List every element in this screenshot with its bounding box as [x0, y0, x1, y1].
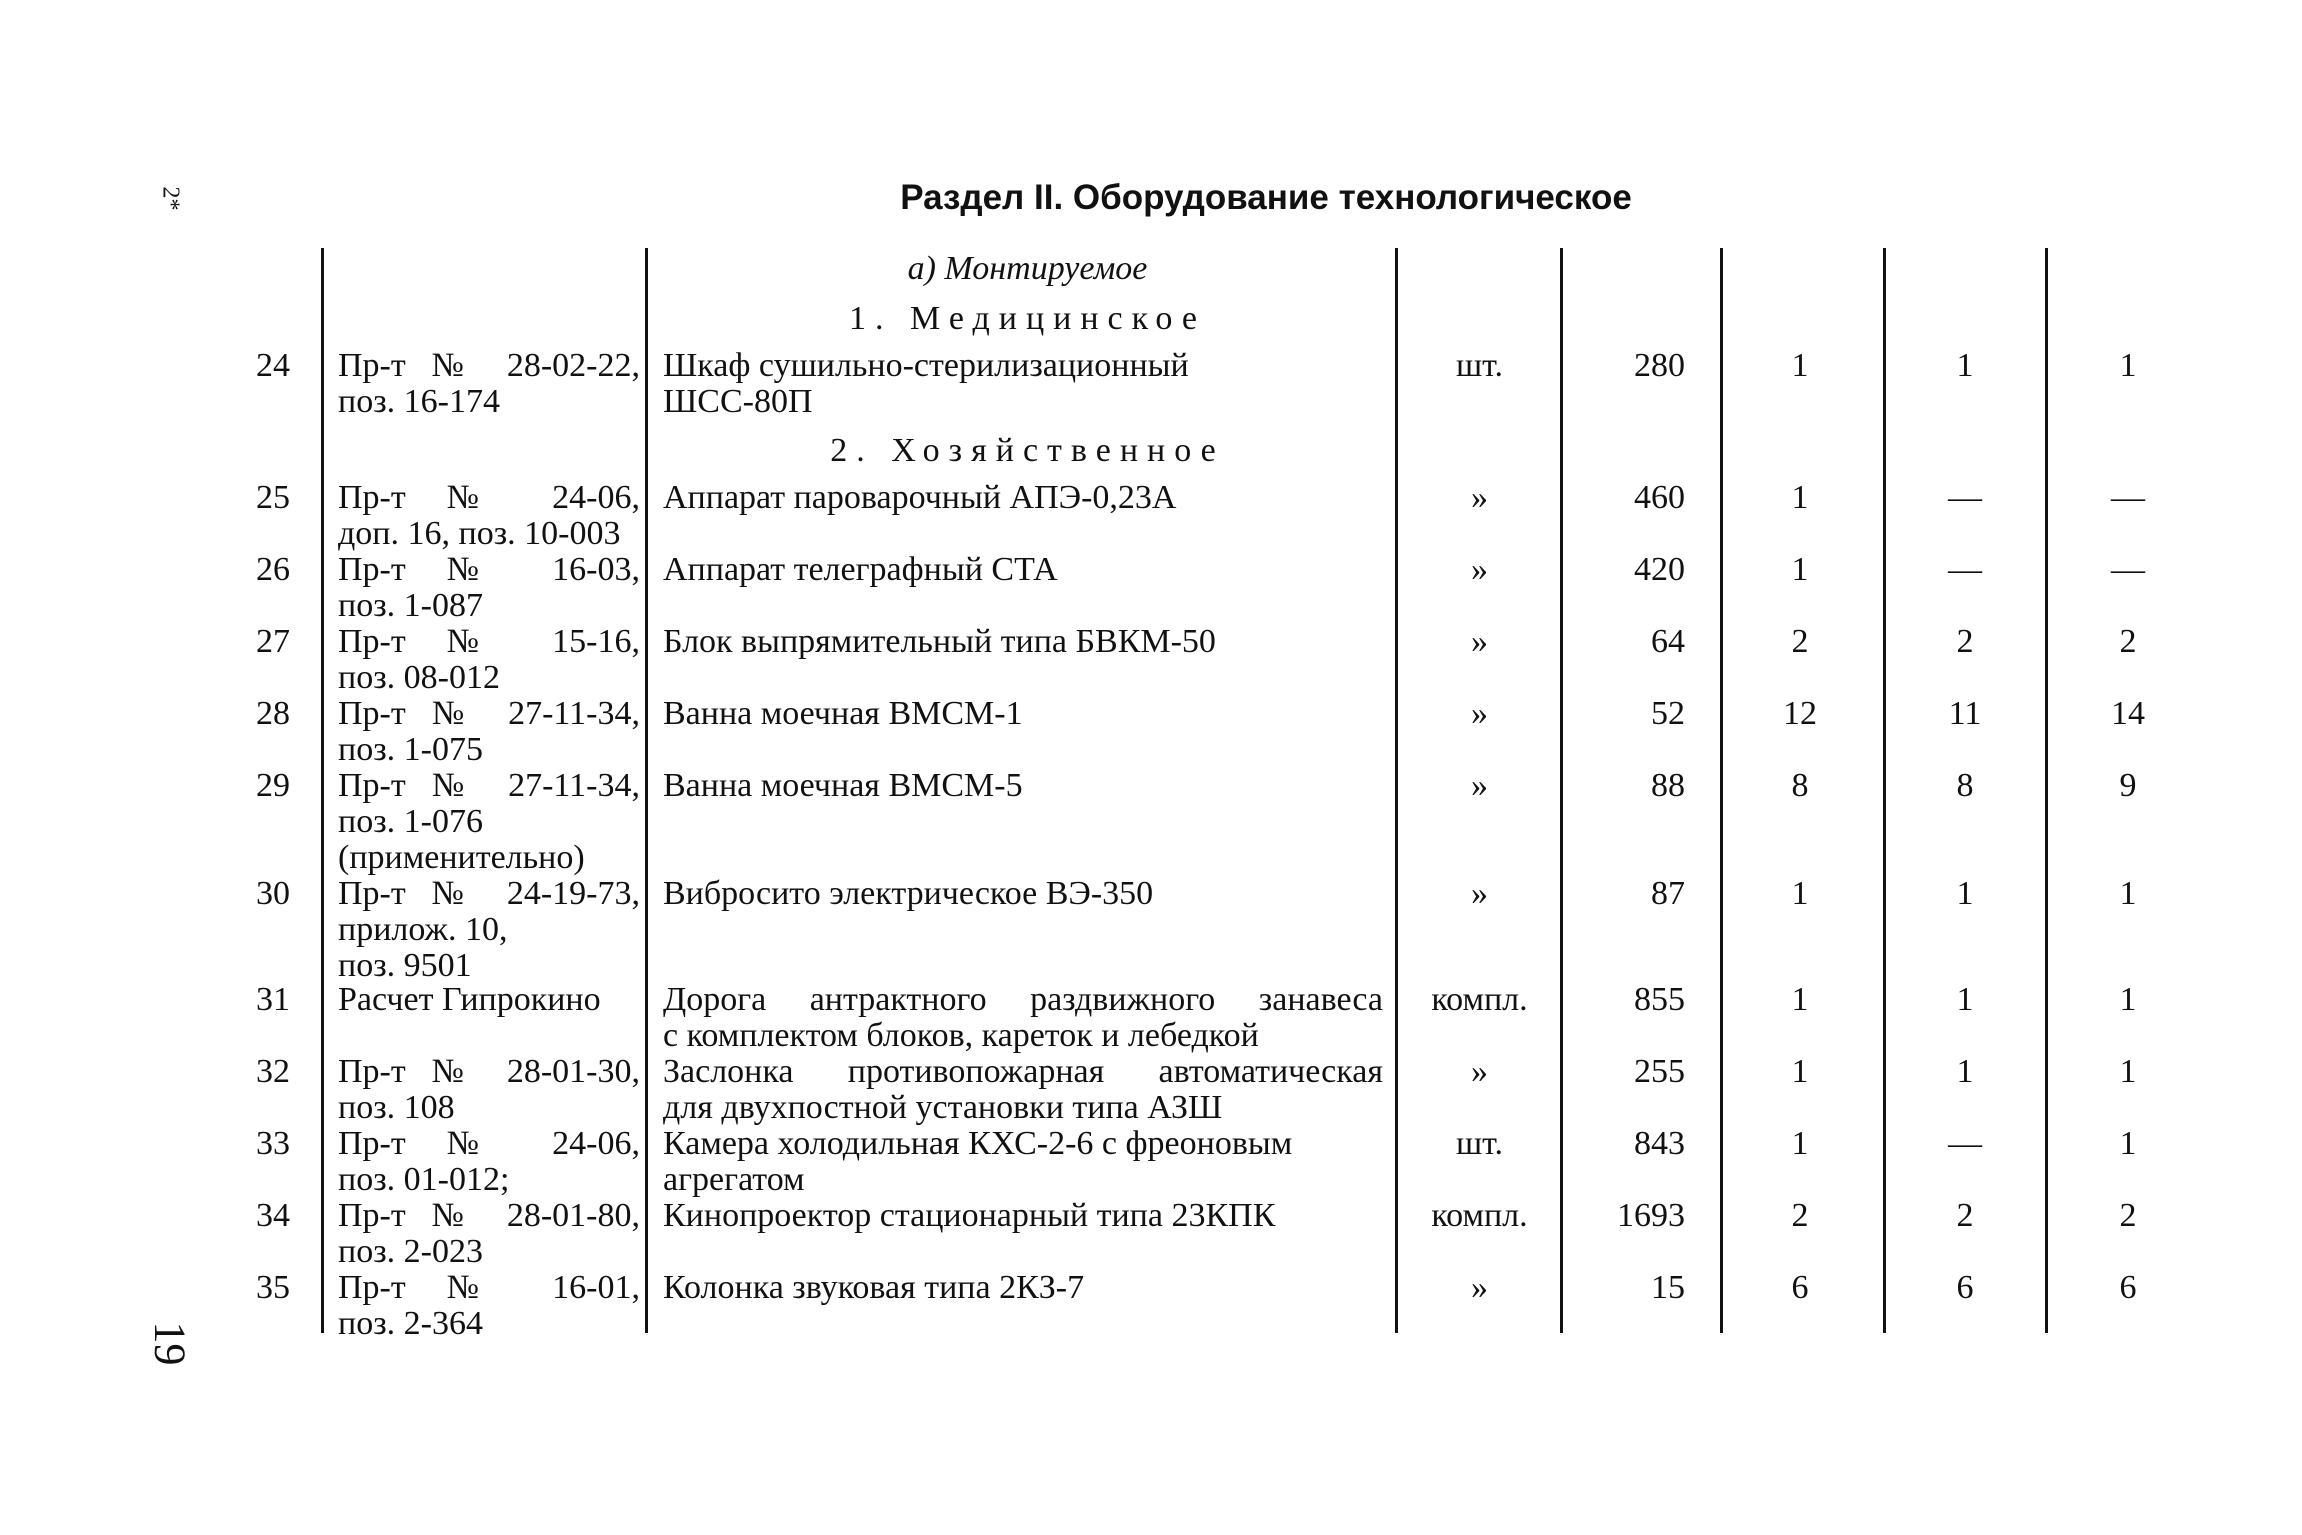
quantity-cell-3: 2	[2119, 1197, 2137, 1234]
item-name-line: Камера холодильная КХС-2-6 с фреоновым	[663, 1125, 1293, 1162]
reference-cell	[338, 348, 640, 420]
row-number: 31	[256, 981, 290, 1018]
unit-cell: шт.	[1456, 347, 1503, 384]
reference-cell	[338, 696, 640, 768]
item-name-cell	[663, 1126, 1383, 1198]
reference-line: доп. 16, поз. 10-003	[338, 515, 621, 552]
row-number: 24	[256, 347, 290, 384]
row-number: 33	[256, 1125, 290, 1162]
quantity-cell-1: 8	[1791, 767, 1809, 804]
reference-line: Пр-т № 24-06,	[338, 1125, 640, 1162]
row-number: 28	[256, 695, 290, 732]
reference-line: поз. 01-012;	[338, 1161, 510, 1198]
price-cell: 280	[1634, 347, 1685, 384]
reference-line: Пр-т № 27-11-34,	[338, 695, 640, 732]
unit-cell: »	[1471, 623, 1488, 660]
item-name-line: Блок выпрямительный типа БВКМ-50	[663, 623, 1216, 660]
item-name-line: Кинопроектор стационарный типа 23КПК	[663, 1197, 1276, 1234]
reference-line: Пр-т № 16-01,	[338, 1269, 640, 1306]
table-row	[0, 1053, 2302, 1126]
unit-cell: »	[1471, 479, 1488, 516]
row-number: 25	[256, 479, 290, 516]
reference-line: поз. 2-364	[338, 1305, 483, 1342]
quantity-cell-3: 1	[2119, 1053, 2137, 1090]
unit-cell: »	[1471, 767, 1488, 804]
quantity-cell-1: 1	[1791, 479, 1809, 516]
reference-line: Пр-т № 15-16,	[338, 623, 640, 660]
quantity-cell-3: 9	[2119, 767, 2137, 804]
item-name-line: ШСС-80П	[663, 383, 813, 420]
reference-line: Пр-т № 24-19-73,	[338, 875, 640, 912]
unit-cell: »	[1471, 1053, 1488, 1090]
unit-cell: »	[1471, 1269, 1488, 1306]
quantity-cell-3: 6	[2119, 1269, 2137, 1306]
reference-line: поз. 16-174	[338, 383, 500, 420]
unit-cell: »	[1471, 875, 1488, 912]
reference-cell	[338, 624, 640, 696]
quantity-cell-2: 8	[1956, 767, 1974, 804]
reference-cell	[338, 876, 640, 984]
item-name-line: Аппарат пароварочный АПЭ-0,23А	[663, 479, 1177, 516]
table-row	[0, 1269, 2302, 1342]
price-cell: 88	[1651, 767, 1685, 804]
reference-cell	[338, 1270, 640, 1342]
section-title: Раздел II. Оборудование технологическое	[900, 178, 1632, 217]
reference-line: Пр-т № 28-01-80,	[338, 1197, 640, 1234]
table-row	[0, 551, 2302, 624]
row-number: 27	[256, 623, 290, 660]
quantity-cell-1: 6	[1791, 1269, 1809, 1306]
table-row	[0, 695, 2302, 768]
quantity-cell-3: 1	[2119, 347, 2137, 384]
item-name-cell	[663, 696, 1383, 732]
quantity-cell-1: 12	[1783, 695, 1817, 732]
reference-line: Пр-т № 28-01-30,	[338, 1053, 640, 1090]
page-number: 19	[145, 1321, 195, 1366]
reference-line: (применительно)	[338, 839, 585, 876]
unit-cell: »	[1471, 551, 1488, 588]
reference-cell	[338, 768, 640, 876]
item-name-cell	[663, 876, 1383, 912]
item-name-line: Вибросито электрическое ВЭ-350	[663, 875, 1154, 912]
table-row	[0, 347, 2302, 420]
table-row	[0, 1197, 2302, 1270]
price-cell: 255	[1634, 1053, 1685, 1090]
item-name-line: Аппарат телеграфный СТА	[663, 551, 1058, 588]
quantity-cell-2: —	[1948, 551, 1982, 588]
item-name-line: Шкаф сушильно-стерилизационный	[663, 347, 1189, 384]
reference-line: поз. 2-023	[338, 1233, 483, 1270]
item-name-line: Ванна моечная ВМСМ-1	[663, 695, 1023, 732]
row-number: 30	[256, 875, 290, 912]
quantity-cell-1: 2	[1791, 1197, 1809, 1234]
reference-line: Пр-т № 24-06,	[338, 479, 640, 516]
quantity-cell-2: 1	[1956, 347, 1974, 384]
reference-line: поз. 1-075	[338, 731, 483, 768]
price-cell: 64	[1651, 623, 1685, 660]
reference-cell	[338, 480, 640, 552]
quantity-cell-3: 1	[2119, 875, 2137, 912]
reference-line: поз. 9501	[338, 947, 472, 984]
item-name-cell	[663, 552, 1383, 588]
reference-cell	[338, 1198, 640, 1270]
category-heading: 1. Медицинское	[849, 300, 1206, 337]
quantity-cell-1: 1	[1791, 1125, 1809, 1162]
quantity-cell-2: 2	[1956, 1197, 1974, 1234]
reference-line: поз. 108	[338, 1089, 455, 1126]
item-name-cell	[663, 1198, 1383, 1234]
quantity-cell-2: 1	[1956, 1053, 1974, 1090]
row-number: 26	[256, 551, 290, 588]
item-name-line: с комплектом блоков, кареток и лебедкой	[663, 1017, 1259, 1054]
table-row	[0, 623, 2302, 696]
subsection-heading: а) Монтируемое	[907, 250, 1148, 287]
unit-cell: »	[1471, 695, 1488, 732]
item-name-line: Заслонка противопожарная автоматическая	[663, 1053, 1383, 1090]
quantity-cell-3: 1	[2119, 1125, 2137, 1162]
quantity-cell-2: 6	[1956, 1269, 1974, 1306]
unit-cell: компл.	[1431, 981, 1528, 1018]
reference-line: Пр-т № 16-03,	[338, 551, 640, 588]
reference-line: Пр-т № 27-11-34,	[338, 767, 640, 804]
item-name-cell	[663, 624, 1383, 660]
quantity-cell-3: 14	[2111, 695, 2145, 732]
table-row	[0, 767, 2302, 876]
quantity-cell-2: 1	[1956, 981, 1974, 1018]
price-cell: 460	[1634, 479, 1685, 516]
table-row	[0, 479, 2302, 552]
unit-cell: компл.	[1431, 1197, 1528, 1234]
item-name-line: агрегатом	[663, 1161, 805, 1198]
quantity-cell-1: 1	[1791, 347, 1809, 384]
price-cell: 87	[1651, 875, 1685, 912]
reference-line: поз. 1-087	[338, 587, 483, 624]
unit-cell: шт.	[1456, 1125, 1503, 1162]
table-row	[0, 875, 2302, 984]
reference-cell	[338, 1126, 640, 1198]
table-row	[0, 981, 2302, 1054]
item-name-cell	[663, 982, 1383, 1054]
quantity-cell-1: 1	[1791, 981, 1809, 1018]
table-row	[0, 1125, 2302, 1198]
price-cell: 843	[1634, 1125, 1685, 1162]
reference-cell	[338, 1054, 640, 1126]
quantity-cell-2: —	[1948, 1125, 1982, 1162]
quantity-cell-2: 1	[1956, 875, 1974, 912]
quantity-cell-1: 1	[1791, 551, 1809, 588]
quantity-cell-3: —	[2111, 479, 2145, 516]
item-name-line: Дорога антрактного раздвижного занавеса	[663, 981, 1383, 1018]
reference-line: поз. 1-076	[338, 803, 483, 840]
reference-cell	[338, 982, 640, 1018]
quantity-cell-2: —	[1948, 479, 1982, 516]
item-name-line: Ванна моечная ВМСМ-5	[663, 767, 1023, 804]
price-cell: 1693	[1617, 1197, 1685, 1234]
quantity-cell-1: 2	[1791, 623, 1809, 660]
row-number: 34	[256, 1197, 290, 1234]
item-name-cell	[663, 348, 1383, 420]
reference-cell	[338, 552, 640, 624]
row-number: 32	[256, 1053, 290, 1090]
price-cell: 855	[1634, 981, 1685, 1018]
row-number: 29	[256, 767, 290, 804]
quantity-cell-3: 2	[2119, 623, 2137, 660]
reference-line: Расчет Гипрокино	[338, 981, 601, 1018]
item-name-cell	[663, 480, 1383, 516]
price-cell: 420	[1634, 551, 1685, 588]
quantity-cell-1: 1	[1791, 1053, 1809, 1090]
item-name-line: для двухпостной установки типа АЗШ	[663, 1089, 1223, 1126]
quantity-cell-2: 2	[1956, 623, 1974, 660]
price-cell: 15	[1651, 1269, 1685, 1306]
item-name-cell	[663, 1270, 1383, 1306]
item-name-cell	[663, 768, 1383, 804]
quantity-cell-2: 11	[1948, 695, 1982, 732]
category-heading: 2. Хозяйственное	[830, 432, 1225, 469]
quantity-cell-1: 1	[1791, 875, 1809, 912]
quantity-cell-3: —	[2111, 551, 2145, 588]
item-name-line: Колонка звуковая типа 2КЗ-7	[663, 1269, 1085, 1306]
reference-line: Пр-т № 28-02-22,	[338, 347, 640, 384]
reference-line: прилож. 10,	[338, 911, 508, 948]
price-cell: 52	[1651, 695, 1685, 732]
row-number: 35	[256, 1269, 290, 1306]
signature-mark: 2*	[157, 186, 184, 211]
reference-line: поз. 08-012	[338, 659, 500, 696]
item-name-cell	[663, 1054, 1383, 1126]
quantity-cell-3: 1	[2119, 981, 2137, 1018]
